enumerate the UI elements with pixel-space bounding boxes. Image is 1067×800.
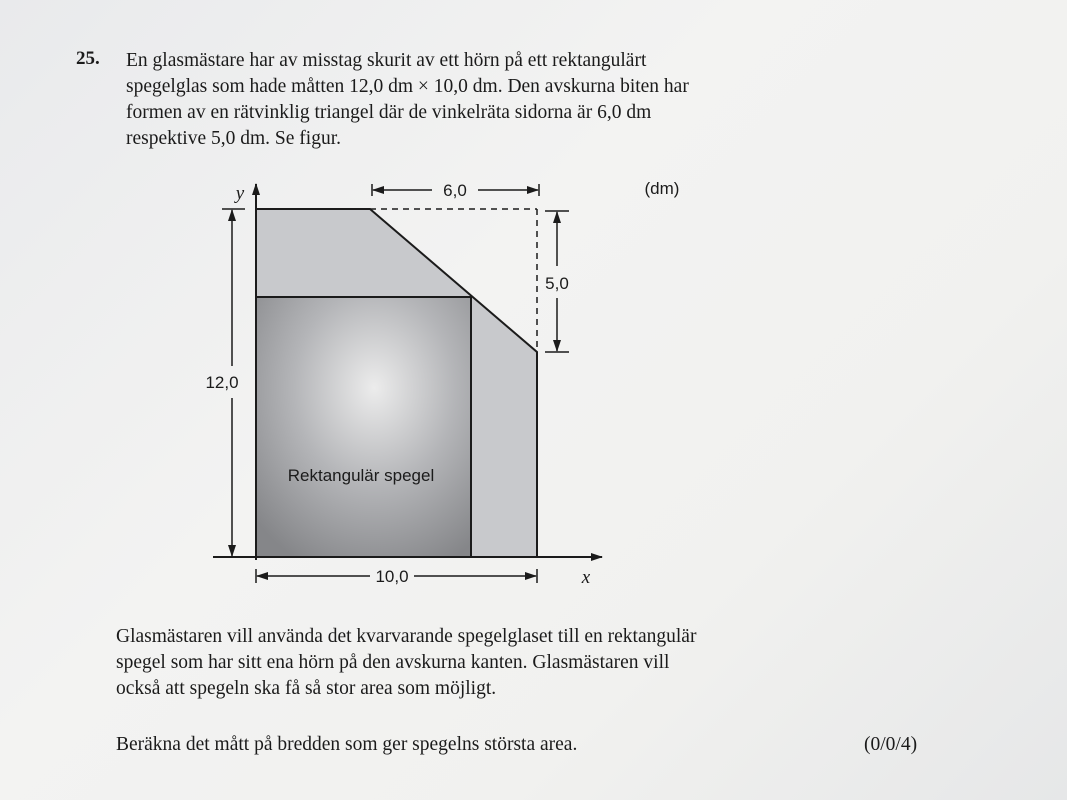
paragraph-line: Glasmästaren vill använda det kvarvarande spegelglaset till en rektangulär: [116, 626, 697, 647]
problem-number: 25.: [76, 48, 100, 69]
dim-top-label: 6,0: [443, 181, 467, 200]
y-axis-label: y: [235, 183, 245, 204]
dim-bottom-label: 10,0: [375, 567, 409, 586]
points-badge: (0/0/4): [864, 734, 918, 755]
intro-line: respektive 5,0 dm. Se figur.: [126, 128, 342, 149]
mirror-rectangle: [256, 297, 471, 557]
intro-line: formen av en rätvinklig triangel där de vinkelräta sidorna är 6,0 dm: [126, 102, 652, 123]
intro-line: En glasmästare har av misstag skurit av ett hörn på ett rektangulärt: [126, 50, 647, 71]
dim-left-label: 12,0: [205, 373, 239, 392]
task-text: Beräkna det mått på bredden som ger spegelns största area.: [116, 734, 578, 755]
dim-right-label: 5,0: [545, 274, 569, 293]
mirror-label: Rektangulär spegel: [287, 466, 435, 485]
paragraph-line: också att spegeln ska få så stor area som möjligt.: [116, 678, 497, 699]
x-axis-label: x: [581, 567, 591, 588]
unit-label: (dm): [644, 179, 680, 198]
intro-line: spegelglas som hade måtten 12,0 dm × 10,0 dm. Den avskurna biten har: [126, 76, 689, 97]
paragraph-line: spegel som har sitt ena hörn på den avskurna kanten. Glasmästaren vill: [116, 652, 670, 673]
problem-paragraph: [116, 624, 876, 702]
